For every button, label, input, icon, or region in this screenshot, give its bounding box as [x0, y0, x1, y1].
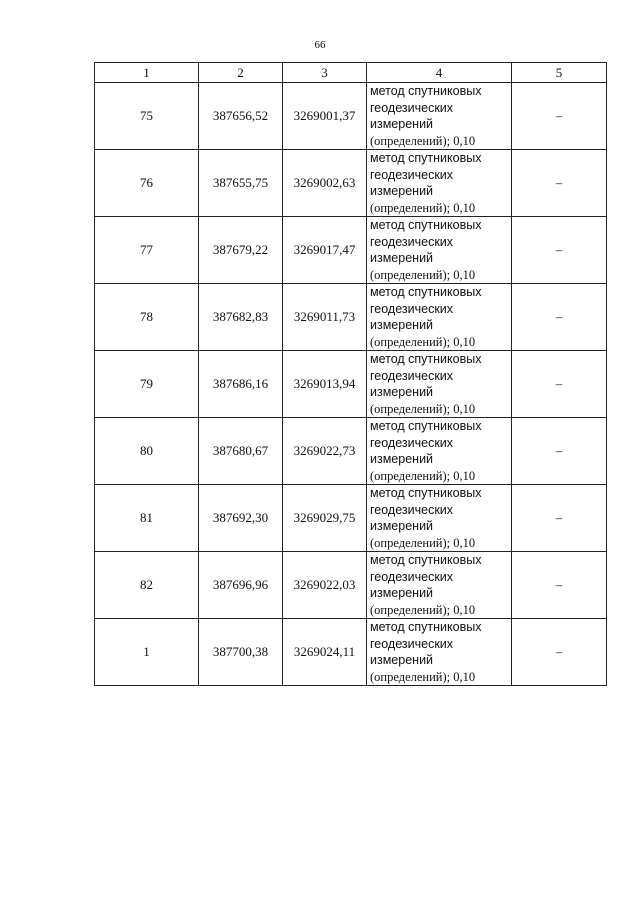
y-coordinate-cell: 3269022,73 — [283, 418, 367, 485]
description-cell: – — [512, 284, 607, 351]
method-cell — [367, 150, 512, 217]
table-row — [95, 552, 607, 619]
method-cell — [367, 418, 512, 485]
method-line: геодезических — [370, 167, 454, 182]
table-row — [95, 351, 607, 418]
table-row — [95, 83, 607, 150]
y-coordinate-cell: 3269017,47 — [283, 217, 367, 284]
method-line: измерений — [370, 452, 434, 466]
method-cell — [367, 83, 512, 150]
header-col-2: 2 — [199, 63, 283, 83]
header-col-3: 3 — [283, 63, 367, 83]
table-row — [95, 418, 607, 485]
description-cell: – — [512, 217, 607, 284]
point-number-cell: 80 — [95, 418, 199, 485]
method-cell — [367, 217, 512, 284]
method-line: (определений); 0,10 — [370, 602, 476, 617]
method-line: геодезических — [370, 636, 454, 651]
method-line: метод спутниковых — [370, 218, 482, 232]
method-cell — [367, 284, 512, 351]
description-cell: – — [512, 485, 607, 552]
point-number-cell: 75 — [95, 83, 199, 150]
y-coordinate-cell: 3269029,75 — [283, 485, 367, 552]
method-line: метод спутниковых — [370, 486, 482, 500]
method-line: измерений — [370, 318, 434, 332]
x-coordinate-cell: 387679,22 — [199, 217, 283, 284]
x-coordinate-cell: 387682,83 — [199, 284, 283, 351]
method-line: геодезических — [370, 435, 454, 450]
description-cell: – — [512, 150, 607, 217]
method-line: измерений — [370, 184, 434, 198]
x-coordinate-cell: 387686,16 — [199, 351, 283, 418]
x-coordinate-cell: 387700,38 — [199, 619, 283, 686]
coordinates-table — [94, 62, 607, 686]
x-coordinate-cell: 387655,75 — [199, 150, 283, 217]
description-cell: – — [512, 351, 607, 418]
method-line: геодезических — [370, 234, 454, 249]
description-cell: – — [512, 418, 607, 485]
table-row — [95, 485, 607, 552]
method-line: измерений — [370, 653, 434, 667]
table-body — [95, 83, 607, 686]
method-cell — [367, 619, 512, 686]
method-line: метод спутниковых — [370, 419, 482, 433]
method-line: метод спутниковых — [370, 285, 482, 299]
method-line: (определений); 0,10 — [370, 200, 476, 215]
method-line: (определений); 0,10 — [370, 334, 476, 349]
table-row — [95, 217, 607, 284]
y-coordinate-cell: 3269022,03 — [283, 552, 367, 619]
method-line: метод спутниковых — [370, 84, 482, 98]
page-number: 66 — [314, 39, 326, 51]
y-coordinate-cell: 3269024,11 — [283, 619, 367, 686]
table-row — [95, 150, 607, 217]
method-line: измерений — [370, 117, 434, 131]
point-number-cell: 79 — [95, 351, 199, 418]
description-cell: – — [512, 83, 607, 150]
header-col-1: 1 — [95, 63, 199, 83]
x-coordinate-cell: 387680,67 — [199, 418, 283, 485]
method-line: метод спутниковых — [370, 620, 482, 634]
method-line: (определений); 0,10 — [370, 669, 476, 684]
y-coordinate-cell: 3269001,37 — [283, 83, 367, 150]
method-line: (определений); 0,10 — [370, 401, 476, 416]
description-cell: – — [512, 619, 607, 686]
header-col-4: 4 — [367, 63, 512, 83]
method-line: метод спутниковых — [370, 352, 482, 366]
method-line: метод спутниковых — [370, 553, 482, 567]
method-cell — [367, 485, 512, 552]
method-line: измерений — [370, 251, 434, 265]
method-line: метод спутниковых — [370, 151, 482, 165]
point-number-cell: 78 — [95, 284, 199, 351]
method-line: геодезических — [370, 368, 454, 383]
method-line: измерений — [370, 586, 434, 600]
method-line: измерений — [370, 519, 434, 533]
y-coordinate-cell: 3269013,94 — [283, 351, 367, 418]
table-header — [95, 63, 607, 83]
method-line: (определений); 0,10 — [370, 133, 476, 148]
table-row — [95, 284, 607, 351]
method-cell — [367, 552, 512, 619]
point-number-cell: 76 — [95, 150, 199, 217]
y-coordinate-cell: 3269011,73 — [283, 284, 367, 351]
method-line: геодезических — [370, 569, 454, 584]
method-line: (определений); 0,10 — [370, 535, 476, 550]
x-coordinate-cell: 387696,96 — [199, 552, 283, 619]
method-line: (определений); 0,10 — [370, 468, 476, 483]
method-line: геодезических — [370, 100, 454, 115]
point-number-cell: 82 — [95, 552, 199, 619]
header-col-5: 5 — [512, 63, 607, 83]
table-row — [95, 619, 607, 686]
point-number-cell: 81 — [95, 485, 199, 552]
x-coordinate-cell: 387656,52 — [199, 83, 283, 150]
method-line: (определений); 0,10 — [370, 267, 476, 282]
method-line: геодезических — [370, 301, 454, 316]
description-cell: – — [512, 552, 607, 619]
point-number-cell: 77 — [95, 217, 199, 284]
header-row — [95, 63, 607, 83]
x-coordinate-cell: 387692,30 — [199, 485, 283, 552]
method-cell — [367, 351, 512, 418]
method-line: геодезических — [370, 502, 454, 517]
y-coordinate-cell: 3269002,63 — [283, 150, 367, 217]
point-number-cell: 1 — [95, 619, 199, 686]
method-line: измерений — [370, 385, 434, 399]
